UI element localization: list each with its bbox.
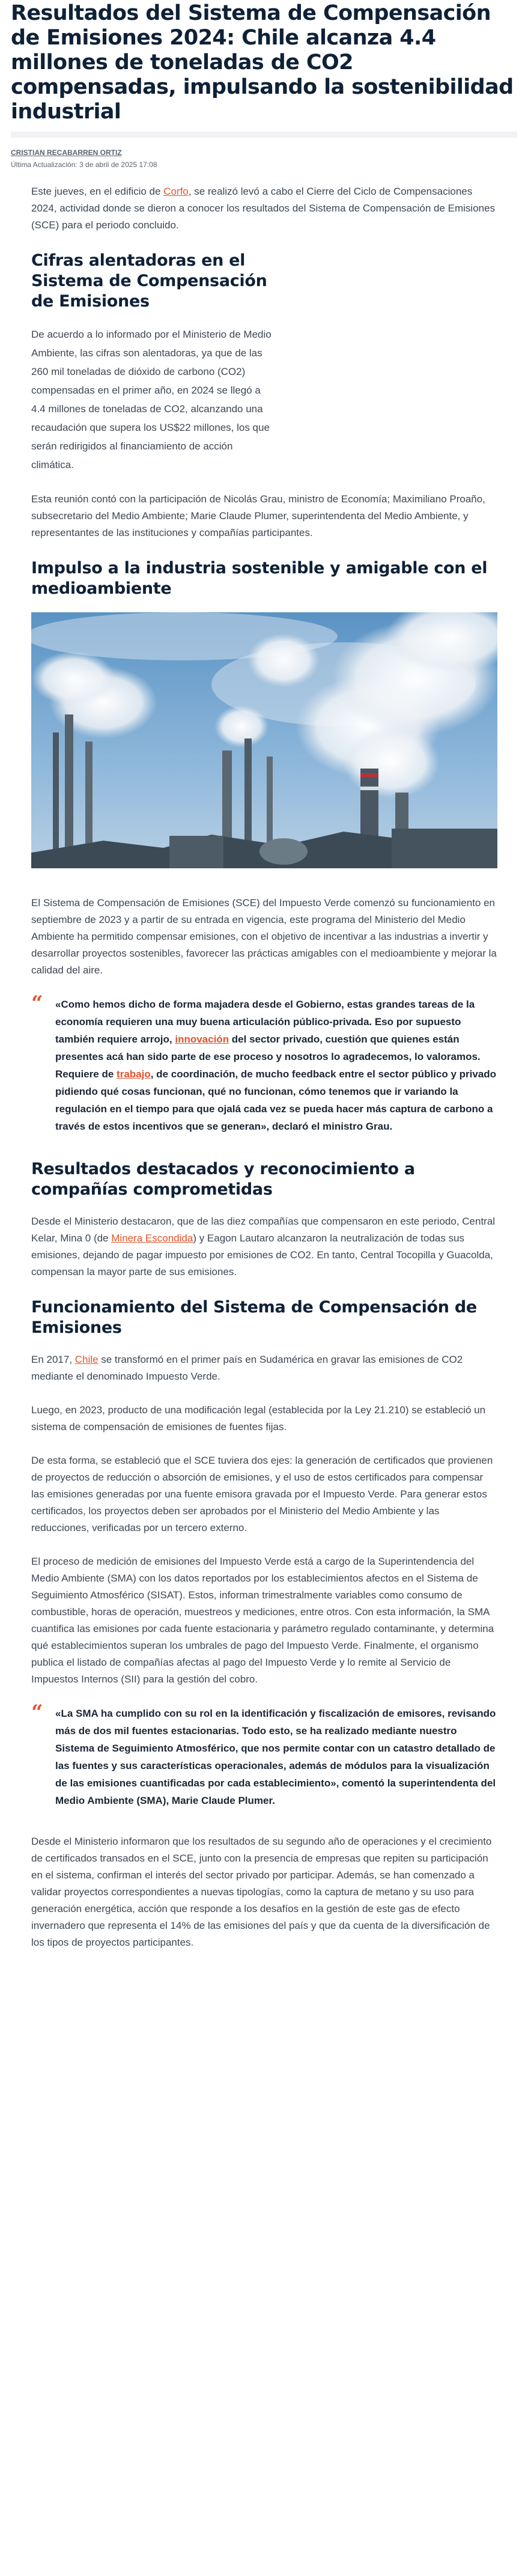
paragraph: Desde el Ministerio informaron que los resultados de su segundo año de operaciones y el crecimiento de certificados transados en el SCE, junto con la presencia de empresas que repiten su participación en el sistema, confirman el interés del sector privado por participar. Además, se han comenzado a validar proyectos correspondientes a nuevas tipologías, como la captura de metano y su uso para generación energética, acción que responde a los desafíos en la gestión de este gas de efecto invernadero que representa el 14% de las emisiones del país y que da cuenta de la diversificación de los tipos de proyectos participantes.: [31, 1836, 492, 1948]
paragraph: El Sistema de Compensación de Emisiones (SCE) del Impuesto Verde comenzó su funcionamiento en septiembre de 2023 y a partir de su entrada en vigencia, este programa del Ministerio del Medio Ambiente ha permitido compensar emisiones, con el objetivo de incentivar a las industrias a invertir y desarrollar proyectos sostenibles, favorecer las prácticas amigables con el medioambiente y mejorar la calidad del aire.: [31, 897, 497, 976]
pullquote-grau: “ «Como hemos dicho de forma majadera desde el Gobierno, estas grandes tareas de la economía requieren una muy buena articulación público-privada. Eso por supuesto también requiere arrojo, innovación del sector privado, cuestión que quienes están presentes acá han sido parte de ese proceso y nosotros lo agradecemos, lo valoramos. Requiere de trabajo, de coordinación, de mucho feedback entre el sector público y privado pidiendo qué cosas funcionan, qué no funcionan, cómo tenemos que ir variando la regulación en el tiempo para que ojalá cada vez se pueda hacer más captura de carbono a través de estos incentivos que se generan», declaró el ministro Grau.: [31, 991, 497, 1132]
section-heading: Funcionamiento del Sistema de Compensación de Emisiones: [31, 1298, 477, 1337]
section-cifras: [31, 251, 276, 474]
last-updated: Última Actualización: 3 de abril de 2025 17:08: [11, 160, 157, 169]
intro-paragraph: Este jueves, en el edificio de Corfo, se realizó levó a cabo el Cierre del Ciclo de Compensaciones 2024, actividad donde se dieron a conocer los resultados del Sistema de Compensación de Emisiones (SCE) para el periodo concluido.: [31, 186, 496, 231]
paragraph: Desde el Ministerio destacaron, que de las diez compañías que compensaron en este periodo, Central Kelar, Mina 0 (de Minera Escondida) y Eagon Lautaro alcanzaron la neutralización de todas sus emisiones, dejando de pagar impuesto por emisiones de CO2. En tanto, Central Tocopilla y Guacolda, compensan la mayor parte de sus emisiones.: [31, 1216, 496, 1277]
author-link[interactable]: CRISTIAN RECABARREN ORTIZ: [11, 148, 122, 157]
innovacion-link[interactable]: innovación: [175, 1034, 229, 1045]
chile-link[interactable]: Chile: [74, 1354, 99, 1365]
article-body: [11, 169, 517, 1980]
section-heading: Impulso a la industria sostenible y amigable con el medioambiente: [31, 559, 488, 598]
paragraph: De esta forma, se estableció que el SCE tuviera dos ejes: la generación de certificados que provienen de proyectos de reducción o absorción de emisiones, y el uso de estos certificados para compensar las emisiones generadas por una fuente emisora gravada por el Impuesto Verde. Para generar estos certificados, los proyectos deben ser aprobados por el Ministerio del Medio Ambiente y las reducciones, verificadas por un tercero externo.: [31, 1455, 493, 1533]
section-heading: Resultados destacados y reconocimiento a compañías comprometidas: [31, 1160, 415, 1199]
article-title: Resultados del Sistema de Compensación de Emisiones 2024: Chile alcanza 4.4 millones de toneladas de CO2 compensadas, impulsando la sostenibilidad industrial: [11, 1, 514, 124]
quote-mark-icon: “: [31, 1701, 43, 1725]
paragraph: De acuerdo a lo informado por el Ministerio de Medio Ambiente, las cifras son alentadoras, ya que de las 260 mil toneladas de dióxido de carbono (CO2) compensadas en el primer año, en 2024 se llegó a 4.4 millones de toneladas de CO2, alcanzando una recaudación que supera los US$22 millones, los que serán redirigidos al financiamiento de acción climática.: [31, 329, 272, 470]
paragraph: En 2017, Chile se transformó en el primer país en Sudamérica en gravar las emisiones de CO2 mediante el denominado Impuesto Verde.: [31, 1354, 463, 1382]
title-divider: [11, 132, 517, 138]
pullquote-plumer: “ «La SMA ha cumplido con su rol en la identificación y fiscalización de emisores, revisando más de dos mil fuentes estacionarias. Todo esto, se ha realizado mediante nuestro Sistema de Seguimiento Atmosférico, que nos permite contar con un catastro detallado de las fuentes y sus características operacionales, además de módulos para la visualización de las emisiones cuantificadas por cada establecimiento», comentó la superintendenta del Medio Ambiente (SMA), Marie Claude Plumer.: [31, 1701, 496, 1806]
minera-escondida-link[interactable]: Minera Escondida: [111, 1232, 193, 1244]
section-heading: Cifras alentadoras en el Sistema de Compensación de Emisiones: [31, 251, 267, 311]
industrial-smokestacks-image: [31, 612, 497, 868]
quote-mark-icon: “: [31, 991, 43, 1015]
paragraph: El proceso de medición de emisiones del Impuesto Verde está a cargo de la Superintendencia del Medio Ambiente (SMA) con los datos reportados por los establecimientos afectos en el Sistema de Seguimiento Atmosférico (SISAT). Estos, informan trimestralmente variables como consumo de combustible, horas de operación, muestreos y mediciones, entre otros. Con esta información, la SMA cuantifica las emisiones por cada fuente estacionaria y parámetro regulado contaminante, y determina qué establecimientos superan los umbrales de pago del Impuesto Verde. Finalmente, el organismo publica el listado de compañías afectas al pago del Impuesto Verde y lo remite al Servicio de Impuestos Internos (SII) para la gestión del cobro.: [31, 1556, 494, 1685]
corfo-link[interactable]: Corfo: [163, 186, 189, 197]
trabajo-link[interactable]: trabajo: [117, 1068, 151, 1080]
paragraph: Luego, en 2023, producto de una modificación legal (establecida por la Ley 21.210) se estableció un sistema de compensación de emisiones de fuentes fijas.: [31, 1404, 486, 1433]
paragraph: Esta reunión contó con la participación de Nicolás Grau, ministro de Economía; Maximiliano Proaño, subsecretario del Medio Ambiente; Marie Claude Plumer, superintendenta del Medio Ambiente, y representantes de las instituciones y compañías participantes.: [31, 493, 485, 538]
